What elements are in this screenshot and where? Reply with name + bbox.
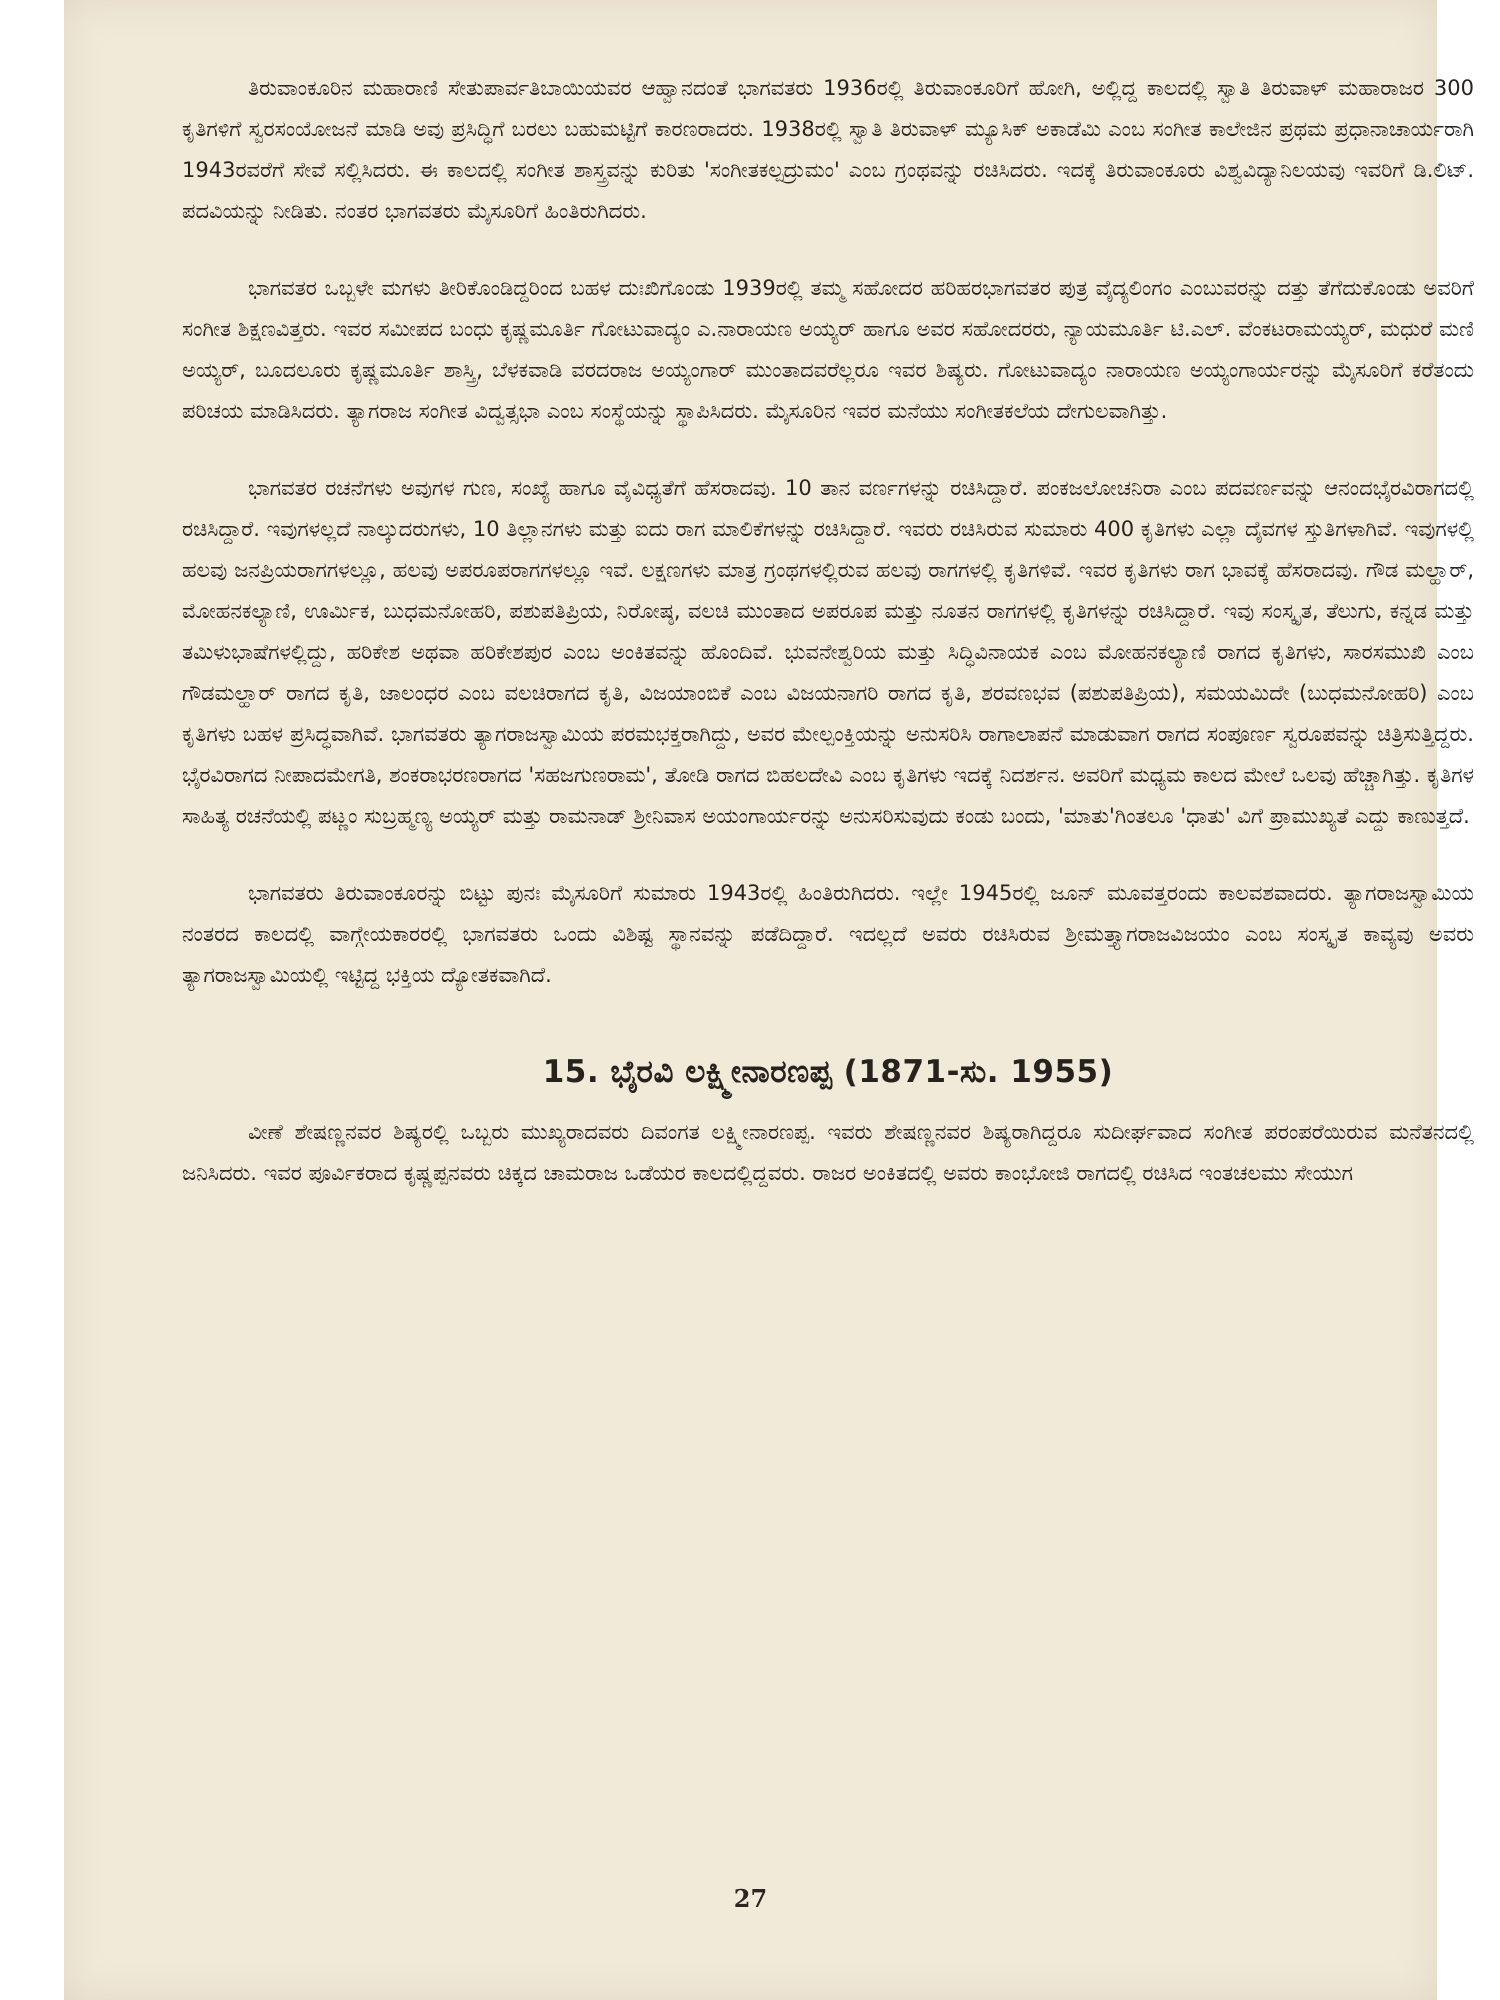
paragraph-travancore: ತಿರುವಾಂಕೂರಿನ ಮಹಾರಾಣಿ ಸೇತುಪಾರ್ವತಿಬಾಯಿಯವರ ಆಹ್ವಾನದಂತೆ ಭಾಗವತರು 1936ರಲ್ಲಿ ತಿರುವಾಂಕೂರಿಗೆ ಹೋಗಿ, ಅಲ್ಲಿದ್ದ ಕಾಲದಲ್ಲಿ ಸ್ವಾತಿ ತಿರುವಾಳ್ ಮಹಾರಾಜರ 300 ಕೃತಿಗಳಿಗೆ ಸ್ವರಸಂಯೋಜನೆ ಮಾಡಿ ಅವು ಪ್ರಸಿದ್ಧಿಗೆ ಬರಲು ಬಹುಮಟ್ಟಿಗೆ ಕಾರಣರಾದರು. 1938ರಲ್ಲಿ ಸ್ವಾತಿ ತಿರುವಾಳ್ ಮ್ಯೂಸಿಕ್ ಅಕಾಡೆಮಿ ಎಂಬ ಸಂಗೀತ ಕಾಲೇಜಿನ ಪ್ರಥಮ ಪ್ರಧಾನಾಚಾರ್ಯರಾಗಿ 1943ರವರೆಗೆ ಸೇವೆ ಸಲ್ಲಿಸಿದರು. ಈ ಕಾಲದಲ್ಲಿ ಸಂಗೀತ ಶಾಸ್ತ್ರವನ್ನು ಕುರಿತು 'ಸಂಗೀತಕಲ್ಪದ್ರುಮಂ' ಎಂಬ ಗ್ರಂಥವನ್ನು ರಚಿಸಿದರು. ಇದಕ್ಕೆ ತಿರುವಾಂಕೂರು ವಿಶ್ವವಿದ್ಯಾನಿಲಯವು ಇವರಿಗೆ ಡಿ.ಲಿಟ್. ಪದವಿಯನ್ನು ನೀಡಿತು. ನಂತರ ಭಾಗವತರು ಮೈಸೂರಿಗೆ ಹಿಂತಿರುಗಿದರು. <box>182 76 1474 223</box>
paragraph-lakshminaranappa: ವೀಣೆ ಶೇಷಣ್ಣನವರ ಶಿಷ್ಯರಲ್ಲಿ ಒಬ್ಬರು ಮುಖ್ಯರಾದವರು ದಿವಂಗತ ಲಕ್ಷ್ಮೀನಾರಣಪ್ಪ. ಇವರು ಶೇಷಣ್ಣನವರ ಶಿಷ್ಯರಾಗಿದ್ದರೂ ಸುದೀರ್ಘವಾದ ಸಂಗೀತ ಪರಂಪರೆಯಿರುವ ಮನೆತನದಲ್ಲಿ ಜನಿಸಿದರು. ಇವರ ಪೂರ್ವಿಕರಾದ ಕೃಷ್ಣಪ್ಪನವರು ಚಿಕ್ಕದ ಚಾಮರಾಜ ಒಡೆಯರ ಕಾಲದಲ್ಲಿದ್ದವರು. ರಾಜರ ಅಂಕಿತದಲ್ಲಿ ಅವರು ಕಾಂಭೋಜಿ ರಾಗದಲ್ಲಿ ರಚಿಸಿದ ಇಂತಚಲಮು ಸೇಯುಗ <box>182 1120 1474 1185</box>
page-body <box>182 68 1474 1194</box>
section-heading: 15. ಭೈರವಿ ಲಕ್ಷ್ಮೀನಾರಣಪ್ಪ (1871-ಸು. 1955) <box>542 1054 1114 1090</box>
paragraph-compositions: ಭಾಗವತರ ರಚನೆಗಳು ಅವುಗಳ ಗುಣ, ಸಂಖ್ಯೆ ಹಾಗೂ ವೈವಿಧ್ಯತೆಗೆ ಹೆಸರಾದವು. 10 ತಾನ ವರ್ಣಗಳನ್ನು ರಚಿಸಿದ್ದಾರೆ. ಪಂಕಜಲೋಚನಿರಾ ಎಂಬ ಪದವರ್ಣವನ್ನು ಆನಂದಭೈರವಿರಾಗದಲ್ಲಿ ರಚಿಸಿದ್ದಾರೆ. ಇವುಗಳಲ್ಲದೆ ನಾಲ್ಕುದರುಗಳು, 10 ತಿಲ್ಲಾನಗಳು ಮತ್ತು ಐದು ರಾಗ ಮಾಲಿಕೆಗಳನ್ನು ರಚಿಸಿದ್ದಾರೆ. ಇವರು ರಚಿಸಿರುವ ಸುಮಾರು 400 ಕೃತಿಗಳು ಎಲ್ಲಾ ದೈವಗಳ ಸ್ತುತಿಗಳಾಗಿವೆ. ಇವುಗಳಲ್ಲಿ ಹಲವು ಜನಪ್ರಿಯರಾಗಗಳಲ್ಲೂ, ಹಲವು ಅಪರೂಪರಾಗಗಳಲ್ಲೂ ಇವೆ. ಲಕ್ಷಣಗಳು ಮಾತ್ರ ಗ್ರಂಥಗಳಲ್ಲಿರುವ ಹಲವು ರಾಗಗಳಲ್ಲಿ ಕೃತಿಗಳಿವೆ. ಇವರ ಕೃತಿಗಳು ರಾಗ ಭಾವಕ್ಕೆ ಹೆಸರಾದವು. ಗೌಡ ಮಲ್ಹಾರ್, ಮೋಹನಕಲ್ಯಾಣಿ, ಊರ್ಮಿಕ, ಬುಧಮನೋಹರಿ, ಪಶುಪತಿಪ್ರಿಯ, ನಿರೋಷ್ಠ, ವಲಚಿ ಮುಂತಾದ ಅಪರೂಪ ಮತ್ತು ನೂತನ ರಾಗಗಳಲ್ಲಿ ಕೃತಿಗಳನ್ನು ರಚಿಸಿದ್ದಾರೆ. ಇವು ಸಂಸ್ಕೃತ, ತೆಲುಗು, ಕನ್ನಡ ಮತ್ತು ತಮಿಳುಭಾಷೆಗಳಲ್ಲಿದ್ದು, ಹರಿಕೇಶ ಅಥವಾ ಹರಿಕೇಶಪುರ ಎಂಬ ಅಂಕಿತವನ್ನು ಹೊಂದಿವೆ. ಭುವನೇಶ್ವರಿಯ ಮತ್ತು ಸಿದ್ಧಿವಿನಾಯಕ ಎಂಬ ಮೋಹನಕಲ್ಯಾಣಿ ರಾಗದ ಕೃತಿಗಳು, ಸಾರಸಮುಖಿ ಎಂಬ ಗೌಡಮಲ್ಹಾರ್ ರಾಗದ ಕೃತಿ, ಜಾಲಂಧರ ಎಂಬ ವಲಚಿರಾಗದ ಕೃತಿ, ವಿಜಯಾಂಬಿಕೆ ಎಂಬ ವಿಜಯನಾಗರಿ ರಾಗದ ಕೃತಿ, ಶರವಣಭವ (ಪಶುಪತಿಪ್ರಿಯ), ಸಮಯಮಿದೇ (ಬುಧಮನೋಹರಿ) ಎಂಬ ಕೃತಿಗಳು ಬಹಳ ಪ್ರಸಿದ್ಧವಾಗಿವೆ. ಭಾಗವತರು ತ್ಯಾಗರಾಜಸ್ವಾಮಿಯ ಪರಮಭಕ್ತರಾಗಿದ್ದು, ಅವರ ಮೇಲ್ಪಂಕ್ತಿಯನ್ನು ಅನುಸರಿಸಿ ರಾಗಾಲಾಪನೆ ಮಾಡುವಾಗ ರಾಗದ ಸಂಪೂರ್ಣ ಸ್ವರೂಪವನ್ನು ಚಿತ್ರಿಸುತ್ತಿದ್ದರು. ಭೈರವಿರಾಗದ ನೀಪಾದಮೇಗತಿ, ಶಂಕರಾಭರಣರಾಗದ 'ಸಹಜಗುಣರಾಮ', ತೋಡಿ ರಾಗದ ಬಿಹಲದೇವಿ ಎಂಬ ಕೃತಿಗಳು ಇದಕ್ಕೆ ನಿದರ್ಶನ. ಅವರಿಗೆ ಮಧ್ಯಮ ಕಾಲದ ಮೇಲೆ ಒಲವು ಹೆಚ್ಚಾಗಿತ್ತು. ಕೃತಿಗಳ ಸಾಹಿತ್ಯ ರಚನೆಯಲ್ಲಿ ಪಟ್ಣಂ ಸುಬ್ರಹ್ಮಣ್ಯ ಅಯ್ಯರ್ ಮತ್ತು ರಾಮನಾಡ್ ಶ್ರೀನಿವಾಸ ಅಯಂಗಾರ್ಯರನ್ನು ಅನುಸರಿಸುವುದು ಕಂಡು ಬಂದು, 'ಮಾತು'ಗಿಂತಲೂ 'ಧಾತು' ವಿಗೆ ಪ್ರಾಮುಖ್ಯತೆ ಎದ್ದು ಕಾಣುತ್ತದೆ. <box>182 476 1474 828</box>
paragraph-disciples: ಭಾಗವತರ ಒಬ್ಬಳೇ ಮಗಳು ತೀರಿಕೊಂಡಿದ್ದರಿಂದ ಬಹಳ ದುಃಖಿಗೊಂಡು 1939ರಲ್ಲಿ ತಮ್ಮ ಸಹೋದರ ಹರಿಹರಭಾಗವತರ ಪುತ್ರ ವೈದ್ಯಲಿಂಗಂ ಎಂಬುವರನ್ನು ದತ್ತು ತೆಗೆದುಕೊಂಡು ಅವರಿಗೆ ಸಂಗೀತ ಶಿಕ್ಷಣವಿತ್ತರು. ಇವರ ಸಮೀಪದ ಬಂಧು ಕೃಷ್ಣಮೂರ್ತಿ ಗೋಟುವಾದ್ಯಂ ಎ.ನಾರಾಯಣ ಅಯ್ಯರ್ ಹಾಗೂ ಅವರ ಸಹೋದರರು, ನ್ಯಾಯಮೂರ್ತಿ ಟಿ.ಎಲ್. ವೆಂಕಟರಾಮಯ್ಯರ್, ಮಧುರೆ ಮಣಿ ಅಯ್ಯರ್, ಬೂದಲೂರು ಕೃಷ್ಣಮೂರ್ತಿ ಶಾಸ್ತ್ರಿ, ಬೆಳಕವಾಡಿ ವರದರಾಜ ಅಯ್ಯಂಗಾರ್ ಮುಂತಾದವರೆಲ್ಲರೂ ಇವರ ಶಿಷ್ಯರು. ಗೋಟುವಾದ್ಯಂ ನಾರಾಯಣ ಅಯ್ಯಂಗಾರ್ಯರನ್ನು ಮೈಸೂರಿಗೆ ಕರೆತಂದು ಪರಿಚಯ ಮಾಡಿಸಿದರು. ತ್ಯಾಗರಾಜ ಸಂಗೀತ ವಿದ್ವತ್ಸಭಾ ಎಂಬ ಸಂಸ್ಥೆಯನ್ನು ಸ್ಥಾಪಿಸಿದರು. ಮೈಸೂರಿನ ಇವರ ಮನೆಯು ಸಂಗೀತಕಲೆಯ ದೇಗುಲವಾಗಿತ್ತು. <box>182 276 1474 423</box>
paragraph-later-life: ಭಾಗವತರು ತಿರುವಾಂಕೂರನ್ನು ಬಿಟ್ಟು ಪುನಃ ಮೈಸೂರಿಗೆ ಸುಮಾರು 1943ರಲ್ಲಿ ಹಿಂತಿರುಗಿದರು. ಇಲ್ಲೇ 1945ರಲ್ಲಿ ಜೂನ್ ಮೂವತ್ತರಂದು ಕಾಲವಶವಾದರು. ತ್ಯಾಗರಾಜಸ್ವಾಮಿಯ ನಂತರದ ಕಾಲದಲ್ಲಿ ವಾಗ್ಗೇಯಕಾರರಲ್ಲಿ ಭಾಗವತರು ಒಂದು ವಿಶಿಷ್ಟ ಸ್ಥಾನವನ್ನು ಪಡೆದಿದ್ದಾರೆ. ಇದಲ್ಲದೆ ಅವರು ರಚಿಸಿರುವ ಶ್ರೀಮತ್ತ್ಯಾಗರಾಜವಿಜಯಂ ಎಂಬ ಸಂಸ್ಕೃತ ಕಾವ್ಯವು ಅವರು ತ್ಯಾಗರಾಜಸ್ವಾಮಿಯಲ್ಲಿ ಇಟ್ಟಿದ್ದ ಭಕ್ತಿಯ ದ್ಯೋತಕವಾಗಿದೆ. <box>182 881 1474 987</box>
book-page <box>64 0 1474 2000</box>
page-number: 27 <box>733 1884 768 1913</box>
